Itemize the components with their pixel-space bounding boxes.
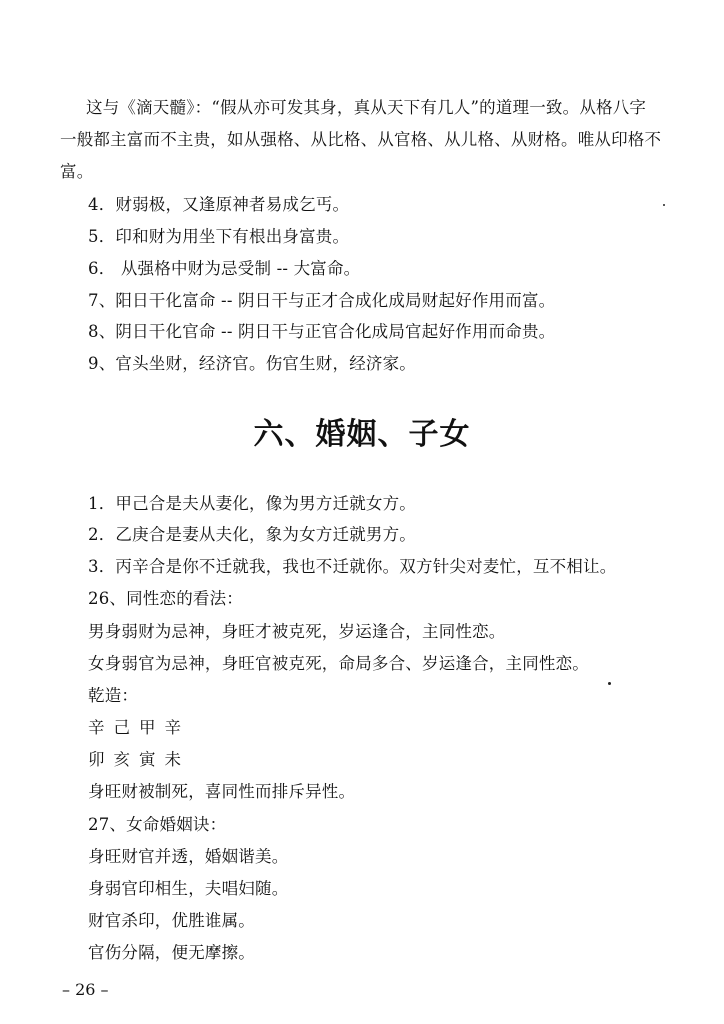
list-item: 4．财弱极，又逢原神者易成乞丐。 xyxy=(88,195,350,214)
list-item: 9、官头坐财，经济官。伤官生财，经济家。 xyxy=(88,354,416,373)
verse-line: 财官杀印，优胜谁属。 xyxy=(88,911,255,930)
paragraph-line-1: 这与《滴天髓》：“假从亦可发其身，真从天下有几人”的道理一致。从格八字 xyxy=(86,98,647,117)
verse-line: 官伤分隔，便无摩擦。 xyxy=(88,943,255,962)
chart-label: 乾造： xyxy=(88,686,139,705)
topic-26-heading: 26、同性恋的看法： xyxy=(88,589,243,608)
verse-line: 身旺财官并透，婚姻谐美。 xyxy=(88,847,289,866)
verse-line: 身弱官印相生，夫唱妇随。 xyxy=(88,879,289,898)
topic-26-male: 男身弱财为忌神，身旺才被克死，岁运逢合，主同性恋。 xyxy=(88,622,506,641)
list-item: 2．乙庚合是妻从夫化，象为女方迁就男方。 xyxy=(88,525,416,544)
heavenly-stems: 辛己甲辛 xyxy=(88,718,190,737)
section-title: 六、婚姻、子女 xyxy=(253,417,471,452)
scan-speck xyxy=(608,682,611,685)
list-item: 7、阳日干化富命 -- 阴日干与正才合成化成局财起好作用而富。 xyxy=(88,291,556,310)
paragraph-line-3: 富。 xyxy=(60,162,94,181)
list-item: 8、阴日干化官命 -- 阴日干与正官合化成局官起好作用而命贵。 xyxy=(88,322,556,341)
list-item: 3．丙辛合是你不迁就我，我也不迁就你。双方针尖对麦忙，互不相让。 xyxy=(88,557,617,576)
topic-26-female: 女身弱官为忌神，身旺官被克死，命局多合、岁运逢合，主同性恋。 xyxy=(88,654,589,673)
paragraph-line-2: 一般都主富而不主贵，如从强格、从比格、从官格、从儿格、从财格。唯从印格不 xyxy=(60,130,662,149)
list-item: 5．印和财为用坐下有根出身富贵。 xyxy=(88,227,350,246)
page-number: – 26 – xyxy=(62,980,109,999)
topic-26-note: 身旺财被制死，喜同性而排斥异性。 xyxy=(88,782,356,801)
list-item: 6． 从强格中财为忌受制 -- 大富命。 xyxy=(88,259,361,278)
topic-27-heading: 27、女命婚姻诀： xyxy=(88,815,227,834)
earthly-branches: 卯亥寅未 xyxy=(88,750,190,769)
list-item: 1．甲己合是夫从妻化，像为男方迁就女方。 xyxy=(88,494,416,513)
scan-speck xyxy=(663,204,665,206)
